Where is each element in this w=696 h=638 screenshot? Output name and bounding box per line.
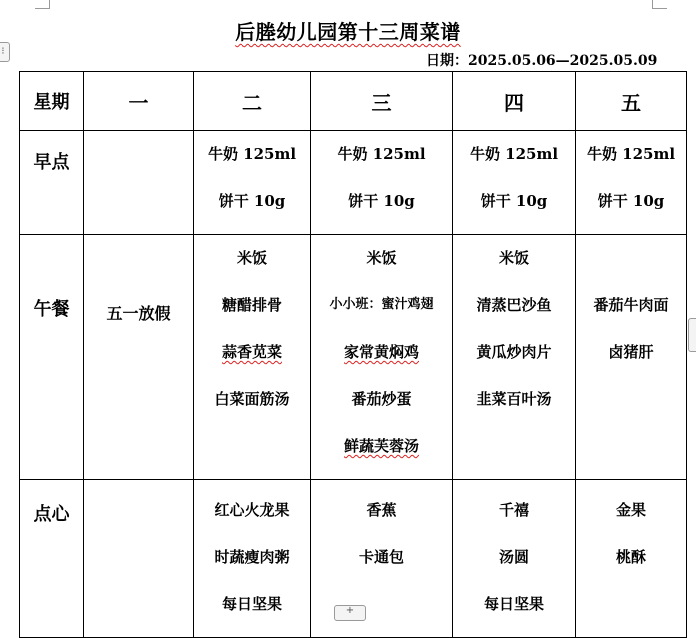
menu-item: 时蔬瘦肉粥 <box>214 548 290 566</box>
menu-item: 汤圆 <box>498 548 529 566</box>
menu-item-text: 鲜蔬芙蓉汤 <box>343 437 419 455</box>
menu-item: 小小班：蜜汁鸡翅 <box>329 297 434 312</box>
day-header-friday: 五 <box>576 72 687 131</box>
breakfast-row <box>20 131 687 235</box>
lunch-label: 午餐 <box>33 299 70 320</box>
menu-item: 饼干 10g <box>218 192 286 210</box>
header-row <box>20 72 687 131</box>
menu-item: 千禧 <box>498 501 529 519</box>
menu-item-text: 家常黄焖鸡 <box>343 343 419 361</box>
lunch-label-cell <box>20 235 84 480</box>
table-add-row-handle[interactable]: + <box>334 605 366 621</box>
menu-item: 番茄牛肉面 <box>593 296 669 314</box>
menu-item: 卡通包 <box>358 548 404 566</box>
breakfast-monday-cell <box>84 131 194 235</box>
menu-item: 饼干 10g <box>480 192 548 210</box>
menu-item: 白菜面筋汤 <box>214 390 290 408</box>
menu-item <box>311 338 452 385</box>
lunch-thursday-cell <box>453 235 576 480</box>
page-corner-mark-top-right <box>652 0 667 9</box>
menu-item: 米饭 <box>498 249 529 267</box>
menu-item: 饼干 10g <box>597 192 665 210</box>
weekday-header-label: 星期 <box>20 72 84 131</box>
menu-item: 米饭 <box>236 249 267 267</box>
menu-item: 桃酥 <box>615 548 646 566</box>
lunch-row <box>20 235 687 480</box>
weekly-menu-table <box>19 71 687 638</box>
table-resize-handle-right[interactable] <box>688 318 696 352</box>
breakfast-friday-cell <box>576 131 687 235</box>
menu-item: 米饭 <box>366 249 397 267</box>
lunch-friday-cell <box>576 235 687 480</box>
lunch-wednesday-cell <box>311 235 453 480</box>
day-header-monday: 一 <box>84 72 194 131</box>
breakfast-label-cell <box>20 131 84 235</box>
day-header-thursday: 四 <box>453 72 576 131</box>
menu-item: 韭菜百叶汤 <box>476 390 552 408</box>
menu-title-text: 后塍幼儿园第十三周菜谱 <box>235 20 461 44</box>
menu-item <box>194 338 310 385</box>
date-range: 日期：2025.05.06—2025.05.09 <box>426 53 658 69</box>
menu-item: 每日坚果 <box>483 595 544 613</box>
menu-item: 牛奶 125ml <box>586 145 676 163</box>
breakfast-tuesday-cell <box>194 131 311 235</box>
day-header-tuesday: 二 <box>194 72 311 131</box>
menu-item: 清蒸巴沙鱼 <box>476 296 552 314</box>
breakfast-thursday-cell <box>453 131 576 235</box>
menu-item: 牛奶 125ml <box>207 145 297 163</box>
menu-item <box>311 432 452 479</box>
menu-item-text: 蒜香苋菜 <box>221 343 282 361</box>
menu-item: 红心火龙果 <box>214 501 290 519</box>
table-move-handle-icon[interactable]: ⁝ <box>0 42 10 62</box>
menu-title <box>0 16 696 45</box>
day-header-wednesday: 三 <box>311 72 453 131</box>
breakfast-label: 早点 <box>33 152 70 173</box>
menu-item: 金果 <box>615 501 646 519</box>
menu-item: 牛奶 125ml <box>469 145 559 163</box>
menu-item: 卤猪肝 <box>608 343 654 361</box>
menu-item: 黄瓜炒肉片 <box>476 343 552 361</box>
menu-item: 牛奶 125ml <box>337 145 426 163</box>
menu-item: 番茄炒蛋 <box>351 390 412 408</box>
menu-item: 香蕉 <box>366 501 397 519</box>
menu-item: 饼干 10g <box>348 192 415 210</box>
snack-label: 点心 <box>33 504 70 525</box>
lunch-monday-cell <box>84 235 194 480</box>
page-corner-mark-top-left <box>35 0 50 9</box>
menu-item: 糖醋排骨 <box>221 296 282 314</box>
breakfast-wednesday-cell <box>311 131 453 235</box>
holiday-note: 五一放假 <box>106 304 171 323</box>
menu-item: 每日坚果 <box>221 595 282 613</box>
lunch-tuesday-cell <box>194 235 311 480</box>
